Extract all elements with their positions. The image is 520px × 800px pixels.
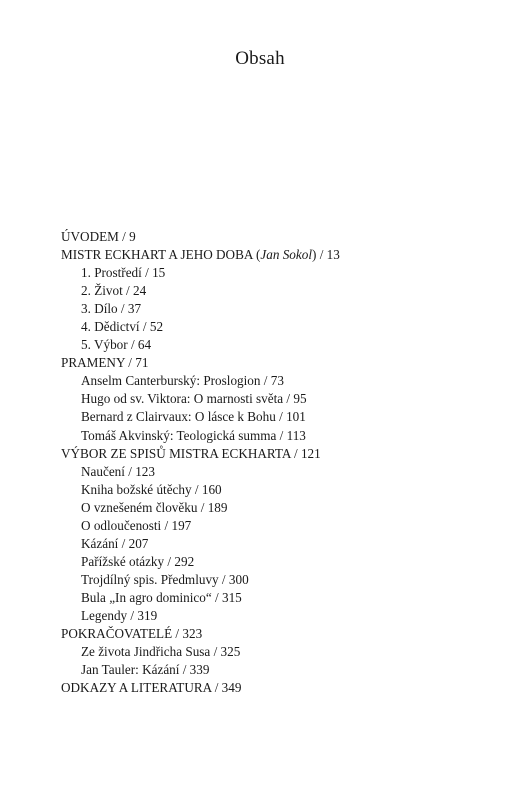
toc-entry-mistr-eckhart (61, 246, 481, 264)
toc-subentry: O odloučenosti / 197 (81, 517, 192, 533)
page-title: Obsah (235, 48, 285, 69)
toc-subentry: Trojdílný spis. Předmluvy / 300 (81, 571, 249, 587)
toc-subentry: Bernard z Clairvaux: O lásce k Bohu / 101 (81, 409, 306, 425)
toc-entry-mistr-eckhart-title: MISTR ECKHART A JEHO DOBA ( (61, 247, 261, 263)
toc-subentry: O vznešeném člověku / 189 (81, 499, 228, 515)
toc-subentry: 5. Výbor / 64 (81, 337, 152, 353)
toc-entry-mistr-eckhart-author: Jan Sokol (260, 247, 313, 263)
toc-subentry: Tomáš Akvinský: Teologická summa / 113 (81, 427, 306, 443)
toc-subentry: Kázání / 207 (81, 535, 149, 551)
toc-subentry: Naučení / 123 (81, 463, 155, 479)
toc-subentry: 4. Dědictví / 52 (81, 319, 164, 335)
toc-subentry: Jan Tauler: Kázání / 339 (81, 662, 210, 678)
toc-entry-pokracovatele: POKRAČOVATELÉ / 323 (61, 626, 203, 642)
toc-subentry: Ze života Jindřicha Susa / 325 (81, 644, 241, 660)
toc-entry-prameny: PRAMENY / 71 (61, 355, 149, 371)
toc-subentry: 2. Život / 24 (81, 283, 147, 299)
toc-subentry: 1. Prostředí / 15 (81, 265, 166, 281)
table-of-contents (61, 228, 481, 697)
toc-entry-odkazy: ODKAZY A LITERATURA / 349 (61, 680, 242, 696)
toc-entry-mistr-eckhart-page: ) / 13 (312, 247, 340, 263)
toc-subentry: Pařížské otázky / 292 (81, 553, 195, 569)
toc-subentry: Kniha božské útěchy / 160 (81, 481, 222, 497)
toc-subentry: Anselm Canterburský: Proslogion / 73 (81, 373, 284, 389)
toc-subentry: Hugo od sv. Viktora: O marnosti světa / 95 (81, 391, 307, 407)
toc-subentry: Legendy / 319 (81, 607, 158, 623)
toc-entry-vybor: VÝBOR ZE SPISŮ MISTRA ECKHARTA / 121 (61, 445, 321, 461)
toc-subentry: Bula „In agro dominico“ / 315 (81, 589, 242, 605)
toc-subentry: 3. Dílo / 37 (81, 301, 142, 317)
toc-entry-uvodem: ÚVODEM / 9 (61, 229, 136, 244)
